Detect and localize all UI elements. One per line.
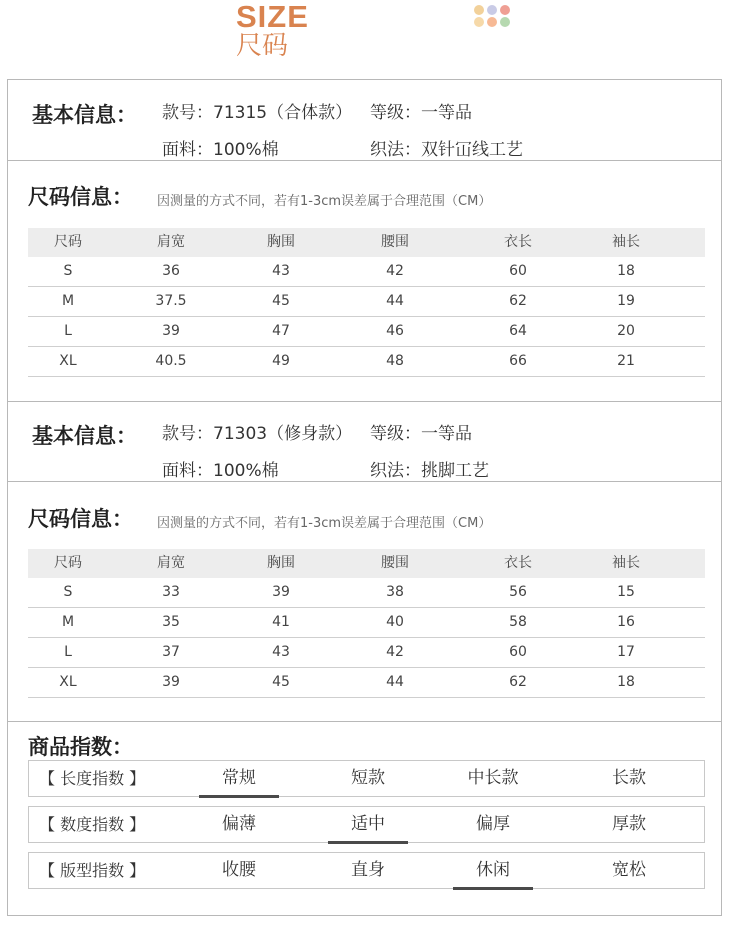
size-note: 因测量的方式不同，若有1-3cm误差属于合理范围（CM） xyxy=(157,516,492,531)
size-note: 因测量的方式不同，若有1-3cm误差属于合理范围（CM） xyxy=(157,194,492,209)
table-row xyxy=(28,287,705,317)
table-cell: XL xyxy=(59,674,77,690)
dot xyxy=(474,17,484,27)
table-header-cell: 尺码 xyxy=(54,555,82,571)
size-table xyxy=(28,549,705,698)
fabric: 面料：100%棉 xyxy=(162,461,279,481)
index-row xyxy=(28,806,705,843)
index-option: 宽松 xyxy=(612,860,646,880)
table-header-cell: 袖长 xyxy=(612,234,640,250)
table-cell: 33 xyxy=(162,584,180,600)
table-cell: 45 xyxy=(272,293,290,309)
size-info-label: 尺码信息： xyxy=(28,507,133,531)
index-option: 偏薄 xyxy=(222,814,256,834)
table-cell: 47 xyxy=(272,323,290,339)
table-cell: 18 xyxy=(617,263,635,279)
index-row xyxy=(28,760,705,797)
divider xyxy=(7,401,722,402)
selected-indicator xyxy=(453,887,533,890)
table-cell: L xyxy=(64,323,72,339)
table-row xyxy=(28,638,705,668)
table-header-cell: 腰围 xyxy=(381,234,409,250)
table-cell: 36 xyxy=(162,263,180,279)
index-option: 中长款 xyxy=(467,768,519,788)
index-option: 收腰 xyxy=(222,860,256,880)
index-label: 【 长度指数 】 xyxy=(39,769,146,788)
divider xyxy=(7,481,722,482)
index-row xyxy=(28,852,705,889)
divider xyxy=(7,721,722,722)
table-row xyxy=(28,317,705,347)
size-table xyxy=(28,228,705,377)
index-option: 短款 xyxy=(351,768,385,788)
table-cell: 39 xyxy=(162,323,180,339)
weave: 织法：双针冚线工艺 xyxy=(370,140,523,160)
table-cell: 35 xyxy=(162,614,180,630)
table-cell: 44 xyxy=(386,674,404,690)
selected-indicator xyxy=(328,841,408,844)
table-cell: XL xyxy=(59,353,77,369)
index-option: 长款 xyxy=(612,768,646,788)
index-label: 【 版型指数 】 xyxy=(39,861,146,880)
table-cell: 39 xyxy=(272,584,290,600)
table-cell: L xyxy=(64,644,72,660)
table-cell: 20 xyxy=(617,323,635,339)
size-subtitle: 尺码 xyxy=(236,31,289,61)
table-cell: 49 xyxy=(272,353,290,369)
table-header-cell: 腰围 xyxy=(381,555,409,571)
index-option: 直身 xyxy=(351,860,385,880)
table-cell: 62 xyxy=(509,674,527,690)
style-number: 款号：71303（修身款） xyxy=(162,424,353,444)
table-cell: 37.5 xyxy=(155,293,187,309)
table-header-cell: 衣长 xyxy=(504,555,532,571)
table-cell: 66 xyxy=(509,353,527,369)
dot xyxy=(500,17,510,27)
table-cell: 16 xyxy=(617,614,635,630)
table-cell: 60 xyxy=(509,263,527,279)
table-header-cell: 袖长 xyxy=(612,555,640,571)
table-header-cell: 衣长 xyxy=(504,234,532,250)
decorative-dots-icon xyxy=(474,5,514,29)
grade: 等级：一等品 xyxy=(370,103,472,123)
table-cell: 37 xyxy=(162,644,180,660)
page-header xyxy=(0,0,730,80)
dot xyxy=(474,5,484,15)
table-cell: 18 xyxy=(617,674,635,690)
index-option: 适中 xyxy=(351,814,385,834)
style-number: 款号：71315（合体款） xyxy=(162,103,353,123)
table-cell: S xyxy=(63,263,73,279)
size-info-label: 尺码信息： xyxy=(28,185,133,209)
table-row xyxy=(28,257,705,287)
table-cell: 40.5 xyxy=(155,353,187,369)
table-header-cell: 胸围 xyxy=(267,555,295,571)
table-cell: M xyxy=(61,293,75,309)
table-cell: 44 xyxy=(386,293,404,309)
table-cell: M xyxy=(61,614,75,630)
table-row xyxy=(28,608,705,638)
table-row xyxy=(28,668,705,698)
table-row xyxy=(28,347,705,377)
table-row xyxy=(28,578,705,608)
table-header-cell: 肩宽 xyxy=(157,555,185,571)
dot xyxy=(500,5,510,15)
table-cell: S xyxy=(63,584,73,600)
table-cell: 58 xyxy=(509,614,527,630)
table-cell: 40 xyxy=(386,614,404,630)
index-option: 厚款 xyxy=(612,814,646,834)
table-cell: 46 xyxy=(386,323,404,339)
dot xyxy=(487,17,497,27)
table-header-row xyxy=(28,228,705,257)
table-cell: 56 xyxy=(509,584,527,600)
table-cell: 39 xyxy=(162,674,180,690)
table-cell: 60 xyxy=(509,644,527,660)
basic-info-label: 基本信息： xyxy=(32,424,137,448)
grade: 等级：一等品 xyxy=(370,424,472,444)
index-label: 【 数度指数 】 xyxy=(39,815,146,834)
index-option: 常规 xyxy=(222,768,256,788)
table-cell: 21 xyxy=(617,353,635,369)
table-header-row xyxy=(28,549,705,578)
fabric: 面料：100%棉 xyxy=(162,140,279,160)
index-option: 休闲 xyxy=(476,860,510,880)
table-header-cell: 尺码 xyxy=(54,234,82,250)
table-cell: 41 xyxy=(272,614,290,630)
table-cell: 42 xyxy=(386,263,404,279)
divider xyxy=(7,160,722,161)
table-cell: 64 xyxy=(509,323,527,339)
table-header-cell: 肩宽 xyxy=(157,234,185,250)
table-cell: 43 xyxy=(272,263,290,279)
table-cell: 45 xyxy=(272,674,290,690)
table-cell: 19 xyxy=(617,293,635,309)
table-cell: 62 xyxy=(509,293,527,309)
table-cell: 42 xyxy=(386,644,404,660)
table-cell: 17 xyxy=(617,644,635,660)
selected-indicator xyxy=(199,795,279,798)
weave: 织法：挑脚工艺 xyxy=(370,461,489,481)
table-header-cell: 胸围 xyxy=(267,234,295,250)
size-title: SIZE xyxy=(236,0,309,34)
table-cell: 38 xyxy=(386,584,404,600)
dot xyxy=(487,5,497,15)
product-index-title: 商品指数： xyxy=(28,735,133,759)
basic-info-label: 基本信息： xyxy=(32,103,137,127)
table-cell: 48 xyxy=(386,353,404,369)
table-cell: 15 xyxy=(617,584,635,600)
index-option: 偏厚 xyxy=(476,814,510,834)
table-cell: 43 xyxy=(272,644,290,660)
